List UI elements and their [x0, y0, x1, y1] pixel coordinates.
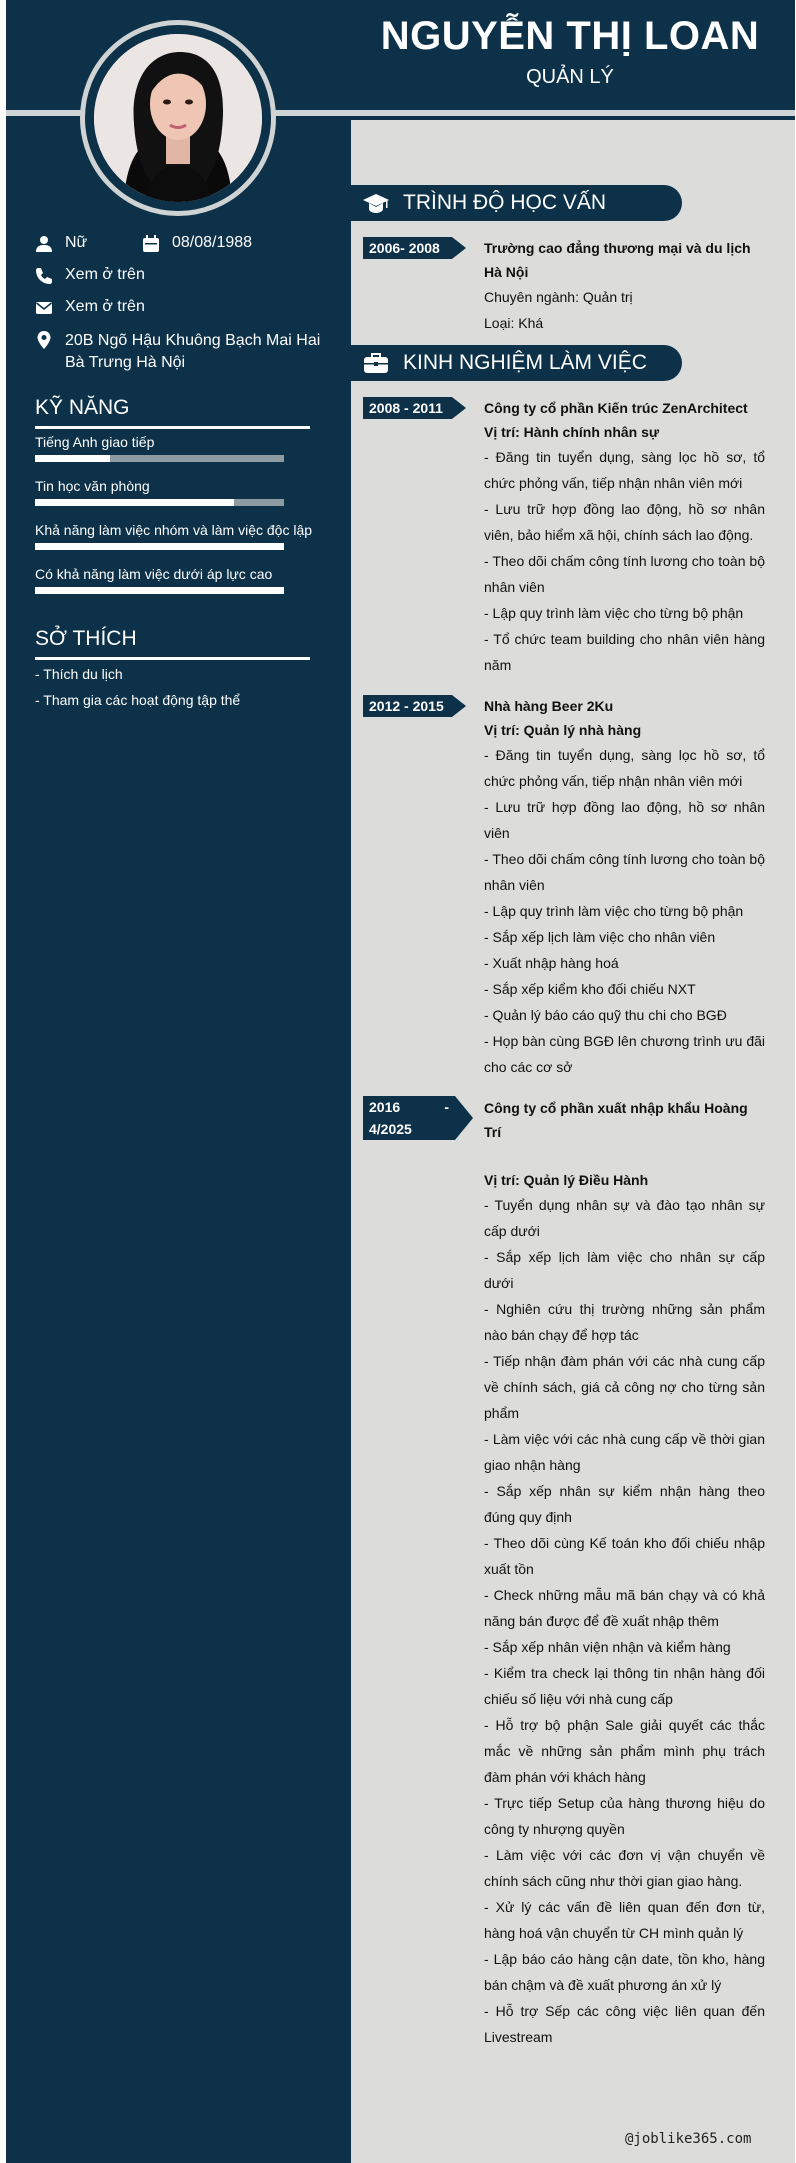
skill-bar	[35, 543, 284, 550]
job-duty: - Tiếp nhận đàm phán với các nhà cung cấp về chính sách, giá cả công nợ cho từng sản phẩm	[484, 1353, 765, 1421]
job-duty: - Đăng tin tuyển dụng, sàng lọc hồ sơ, tổ chức phỏng vấn, tiếp nhận nhân viên mới	[484, 449, 765, 491]
skill-bar-fill	[35, 587, 284, 594]
user-icon	[35, 235, 53, 253]
education-title: TRÌNH ĐỘ HỌC VẤN	[403, 191, 607, 214]
job-duty: - Check những mẫu mã bán chạy và có khả năng bán được để đề xuất nhập thêm	[484, 1587, 765, 1629]
job-company: Nhà hàng Beer 2Ku	[484, 698, 614, 714]
avatar	[94, 34, 262, 202]
phone-icon	[35, 267, 53, 285]
phone-row	[35, 266, 145, 285]
job-company: Công ty cổ phần xuất nhập khẩu Hoàng Trí	[484, 1100, 748, 1140]
job-date: 2008 - 2011	[363, 397, 452, 419]
job-duty: - Trực tiếp Setup của hàng thương hiệu do công ty nhượng quyền	[484, 1795, 765, 1837]
job-date-start: 2016	[369, 1099, 401, 1115]
job-duty: - Lưu trữ hợp đồng lao động, hồ sơ nhân viên, bảo hiểm xã hội, chính sách lao động.	[484, 501, 765, 543]
skill-bar-fill	[35, 455, 110, 462]
experience-section-header	[351, 345, 682, 381]
job-duty: - Xuất nhập hàng hoá	[484, 955, 619, 971]
job-duty: - Sắp xếp nhân sự kiểm nhận hàng theo đúng quy định	[484, 1483, 765, 1525]
skill-label: Có khả năng làm việc dưới áp lực cao	[35, 566, 273, 582]
job-entry	[484, 1096, 765, 2050]
job-date	[363, 1096, 455, 1140]
skill-bar	[35, 455, 284, 462]
skill-label: Tiếng Anh giao tiếp	[35, 434, 155, 450]
job-duty: - Theo dõi chấm công tính lương cho toàn bộ nhân viên	[484, 553, 765, 595]
skill-bar-fill	[35, 499, 234, 506]
job-duty: - Hỗ trợ Sếp các công việc liên quan đến Livestream	[484, 2003, 765, 2045]
job-date-end: 4/2025	[369, 1121, 412, 1137]
email-row	[35, 298, 145, 317]
job-entry	[484, 396, 765, 678]
skill-bar	[35, 499, 284, 506]
school-name: Trường cao đẳng thương mại và du lịch Hà Nội	[484, 240, 751, 280]
job-duty: - Sắp xếp nhân viện nhận và kiểm hàng	[484, 1639, 731, 1655]
address-row	[35, 330, 325, 374]
education-section-header	[351, 185, 682, 221]
avatar-frame	[80, 20, 276, 216]
job-position: Vị trí: Hành chính nhân sự	[484, 424, 660, 440]
job-duty: - Tuyển dụng nhân sự và đào tạo nhân sự cấp dưới	[484, 1197, 765, 1239]
job-date: 2012 - 2015	[363, 695, 452, 717]
location-icon	[35, 331, 53, 349]
job-duty: - Hỗ trợ bộ phận Sale giải quyết các thắc mắc về những sản phẩm mình phụ trách đàm phán với khách hàng	[484, 1717, 765, 1785]
job-duty: - Tổ chức team building cho nhân viên hàng năm	[484, 631, 765, 673]
job-duty: - Lập quy trình làm việc cho từng bộ phận	[484, 903, 744, 919]
gender-row	[35, 234, 87, 253]
skill-label: Tin học văn phòng	[35, 478, 150, 494]
phone-value: Xem ở trên	[65, 266, 145, 283]
job-duty: - Họp bàn cùng BGĐ lên chương trình ưu đãi cho các cơ sở	[484, 1033, 765, 1075]
job-company: Công ty cổ phần Kiến trúc ZenArchitect	[484, 400, 748, 416]
skill-bar-fill	[35, 543, 284, 550]
job-duty: - Lập báo cáo hàng cận date, tồn kho, hàng bán chậm và đề xuất phương án xử lý	[484, 1951, 765, 1993]
briefcase-icon	[363, 350, 389, 376]
skills-rule	[35, 426, 310, 429]
hobbies-title: SỞ THÍCH	[35, 627, 137, 650]
gender-value: Nữ	[65, 234, 88, 251]
job-duty: - Xử lý các vấn đề liên quan đến đơn từ, hàng hoá vận chuyển từ CH mình quản lý	[484, 1899, 765, 1941]
skills-title: KỸ NĂNG	[35, 396, 130, 419]
job-duty: - Sắp xếp lịch làm việc cho nhân viên	[484, 929, 716, 945]
birthday-row	[142, 234, 252, 253]
education-major: Chuyên ngành: Quản trị	[484, 289, 633, 305]
education-date: 2006- 2008	[363, 237, 452, 259]
hobbies-rule	[35, 657, 310, 660]
job-duty: - Nghiên cứu thị trường những sản phẩm nào bán chạy để hợp tác	[484, 1301, 765, 1343]
job-duty: - Đăng tin tuyển dụng, sàng lọc hồ sơ, tổ chức phỏng vấn, tiếp nhận nhân viên mới	[484, 747, 765, 789]
job-duty: - Lập quy trình làm việc cho từng bộ phận	[484, 605, 744, 621]
skill-label: Khả năng làm việc nhóm và làm việc độc lập	[35, 522, 313, 538]
job-duty: - Kiểm tra check lại thông tin nhận hàng đối chiếu số liệu với nhà cung cấp	[484, 1665, 765, 1707]
job-duty: - Sắp xếp kiểm kho đối chiếu NXT	[484, 981, 696, 997]
candidate-name: NGUYỄN THỊ LOAN	[380, 14, 760, 58]
candidate-role: QUẢN LÝ	[526, 66, 614, 88]
job-position: Vị trí: Quản lý Điều Hành	[484, 1172, 649, 1188]
experience-title: KINH NGHIỆM LÀM VIỆC	[403, 351, 647, 374]
education-entry	[484, 236, 765, 336]
hobby-item: - Tham gia các hoạt động tập thể	[35, 692, 241, 708]
birthday-value: 08/08/1988	[172, 234, 253, 251]
job-duty: - Lưu trữ hợp đồng lao động, hồ sơ nhân viên	[484, 799, 765, 841]
job-position: Vị trí: Quản lý nhà hàng	[484, 722, 642, 738]
job-duty: - Theo dõi chấm công tính lương cho toàn bộ nhân viên	[484, 851, 765, 893]
hobby-item: - Thích du lịch	[35, 666, 123, 682]
skill-bar	[35, 587, 284, 594]
email-icon	[35, 299, 53, 317]
job-duty: - Làm việc với các đơn vị vận chuyển về chính sách cũng như thời gian giao hàng.	[484, 1847, 765, 1889]
job-duty: - Sắp xếp lịch làm việc cho nhân sự cấp dưới	[484, 1249, 765, 1291]
calendar-icon	[142, 235, 160, 253]
job-duty: - Làm việc với các nhà cung cấp về thời gian giao nhận hàng	[484, 1431, 765, 1473]
email-value: Xem ở trên	[65, 298, 145, 315]
job-duty: - Theo dõi cùng Kế toán kho đối chiếu nhập xuất tồn	[484, 1535, 765, 1577]
job-date-sep: -	[444, 1099, 449, 1115]
job-entry	[484, 694, 765, 1080]
education-grade: Loại: Khá	[484, 315, 544, 331]
graduation-cap-icon	[363, 190, 389, 216]
address-value: 20B Ngõ Hậu Khuông Bạch Mai Hai Bà Trưng Hà Nội	[65, 332, 321, 371]
job-duty: - Quản lý báo cáo quỹ thu chi cho BGĐ	[484, 1007, 727, 1023]
job-date-start-row	[369, 1096, 449, 1118]
footer-watermark: @joblike365.com	[625, 2131, 752, 2147]
